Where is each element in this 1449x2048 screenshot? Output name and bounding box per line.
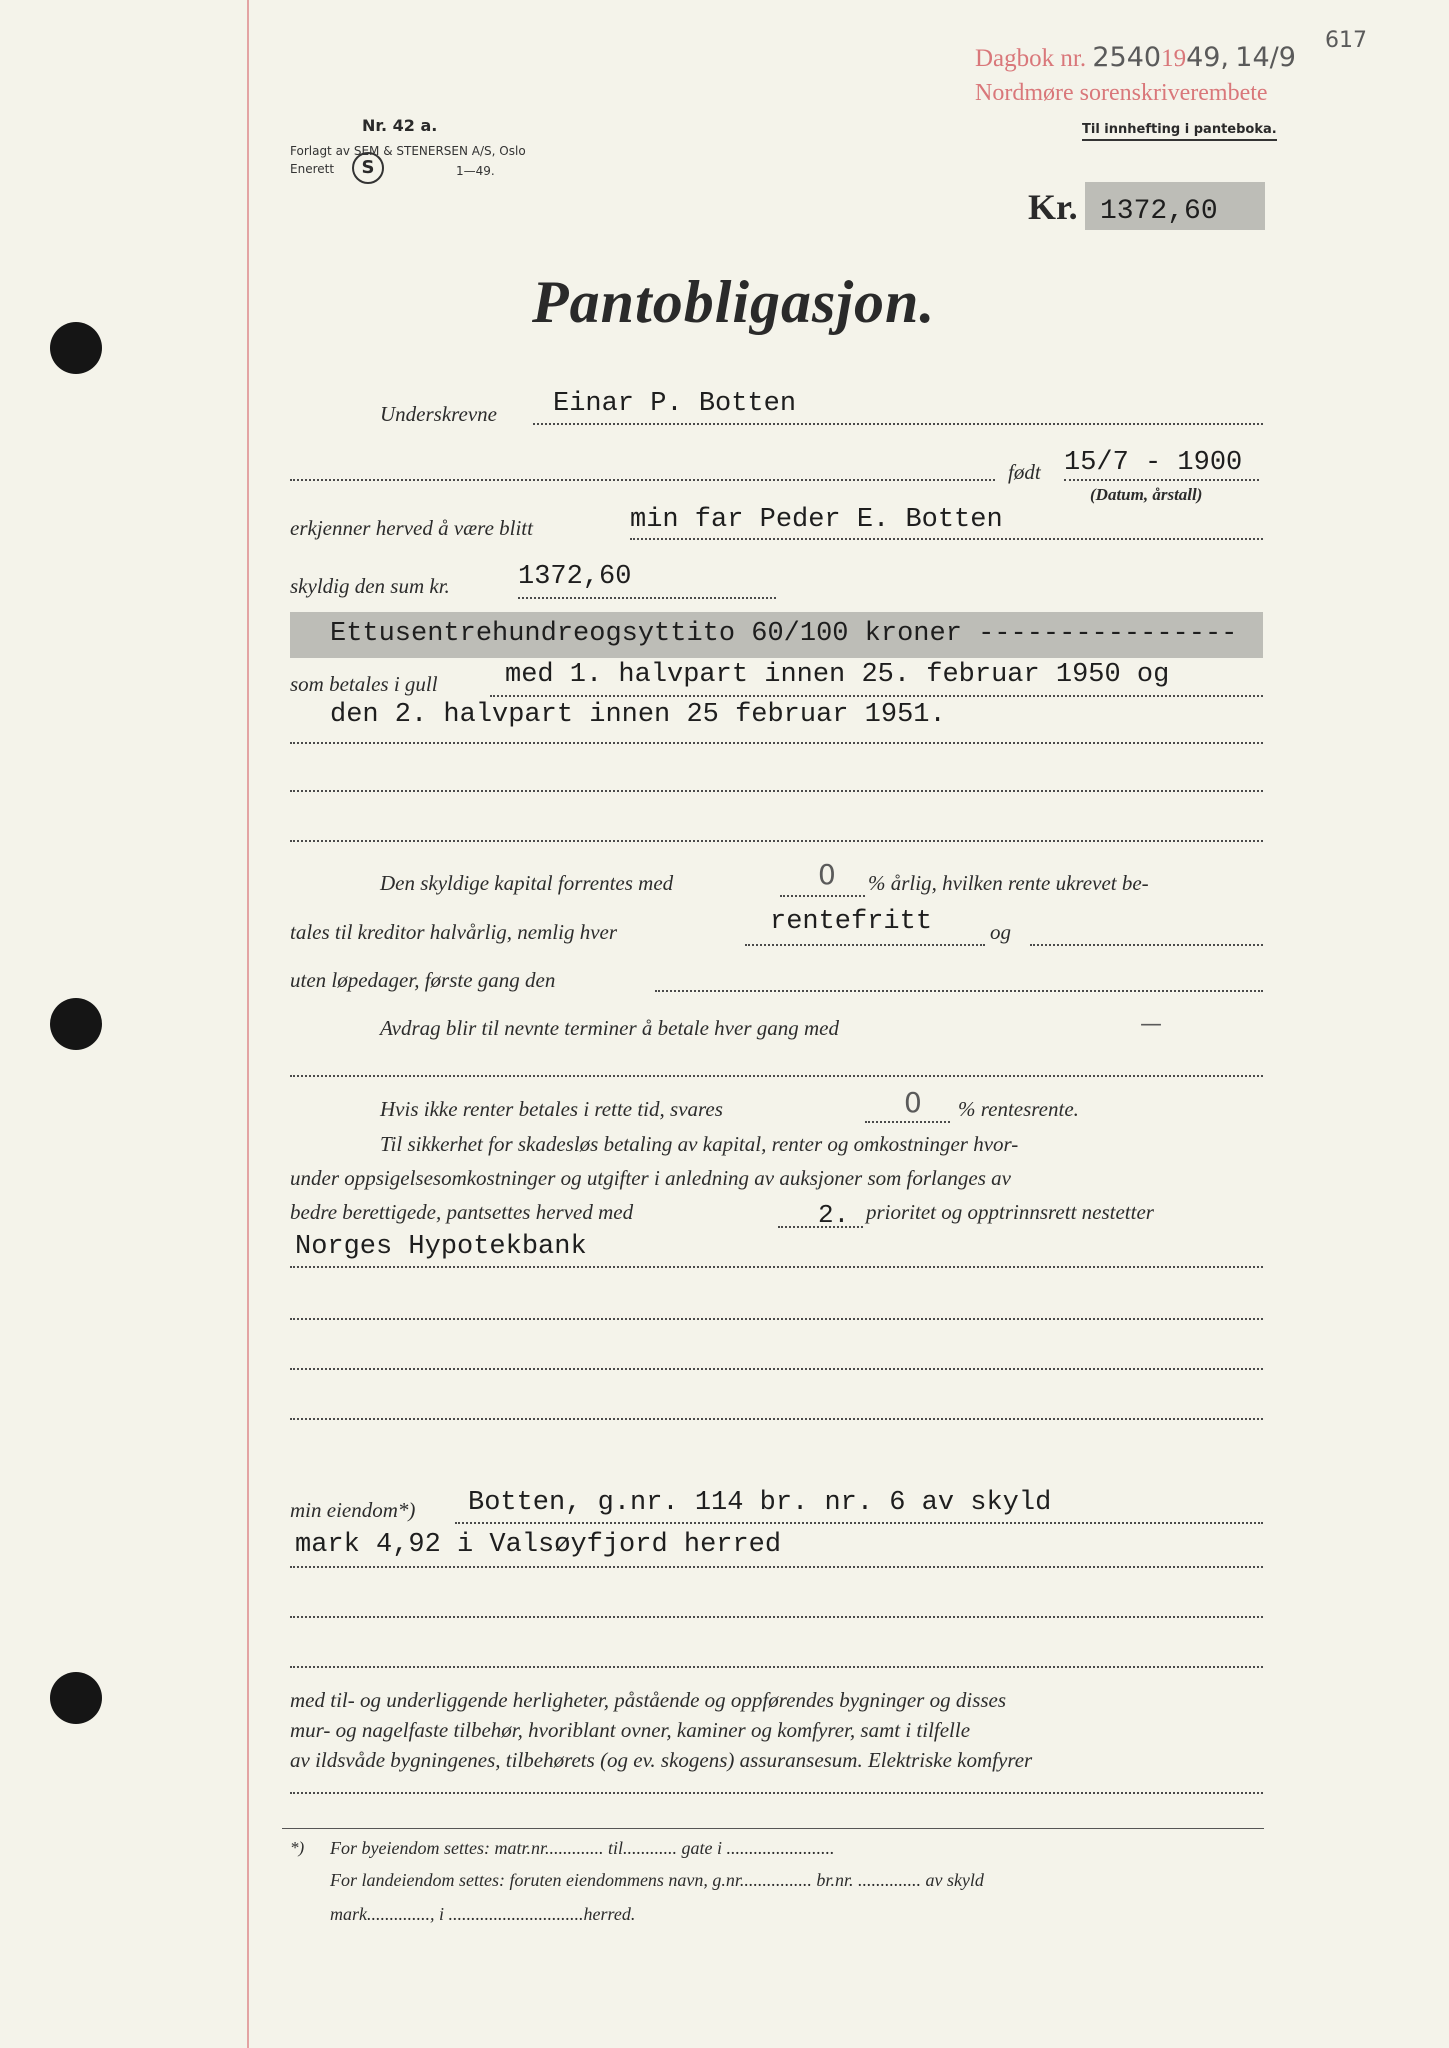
appurtenances-line-3: av ildsvåde bygningenes, tilbehørets (og ev. skogens) assuransesum. Elektriske komfyrer: [290, 1748, 1033, 1772]
property-line-1: Botten, g.nr. 114 br. nr. 6 av skyld: [468, 1488, 1052, 1518]
appurtenances-line-2: mur- og nagelfaste tilbehør, hvoriblant ovner, kaminer og komfyrer, samt i tilfelle: [290, 1718, 971, 1742]
dagbok-label: Dagbok nr.: [975, 45, 1087, 72]
dotted-line: [290, 1616, 1263, 1618]
dotted-line: [455, 1522, 1263, 1524]
dotted-line: [290, 790, 1263, 792]
security-line-3a: bedre berettigede, pantsettes herved med: [290, 1200, 634, 1224]
interest-text-3: uten løpedager, første gang den: [290, 968, 556, 992]
born-value: 15/7 - 1900: [1064, 448, 1243, 478]
footnote-line-1: For byeiendom settes: matr.nr............. til............ gate i ........................: [330, 1838, 835, 1858]
born-label: født: [1008, 460, 1041, 484]
form-copyright: Enerett: [290, 162, 335, 176]
registration-date: 14/9: [1235, 42, 1296, 73]
footnote-line-3: mark.............., i ..............................herred.: [330, 1904, 636, 1924]
office-stamp: Nordmøre sorenskriverembete: [975, 80, 1268, 106]
amount-value: 1372,60: [1100, 196, 1218, 227]
undersigned-label: Underskrevne: [380, 402, 498, 426]
dotted-line: [290, 479, 995, 481]
dotted-line: [290, 1666, 1263, 1668]
punch-hole-top: [50, 322, 102, 374]
dotted-line: [533, 423, 1263, 425]
interest-text-1b: % årlig, hvilken rente ukrevet be-: [868, 871, 1149, 895]
owes-label: skyldig den sum kr.: [290, 574, 450, 598]
dotted-line: [1064, 479, 1259, 481]
security-line-2: under oppsigelsesomkostninger og utgifter i anledning av auksjoner som forlanges av: [290, 1166, 1011, 1190]
punch-hole-bottom: [50, 1672, 102, 1724]
security-line-1: Til sikkerhet for skadesløs betaling av kapital, renter og omkostninger hvor-: [380, 1132, 1019, 1156]
dotted-line: [290, 1266, 1263, 1268]
page-title: Pantobligasjon.: [532, 269, 936, 335]
dotted-line: [865, 1121, 950, 1123]
dotted-line: [1030, 944, 1263, 946]
margin-rule: [247, 0, 249, 2048]
dotted-line: [655, 990, 1263, 992]
priority-value: 2.: [818, 1200, 850, 1230]
late-rate: 0: [904, 1086, 922, 1119]
year-suffix: 49,: [1186, 42, 1230, 73]
dotted-line: [290, 840, 1263, 842]
installment-text: Avdrag blir til nevnte terminer å betale hver gang med: [380, 1016, 839, 1040]
dotted-line: [290, 1418, 1263, 1420]
amount-currency-label: Kr.: [1028, 187, 1078, 227]
dotted-line: [290, 742, 1263, 744]
punch-hole-middle: [50, 998, 102, 1050]
dotted-line: [780, 895, 865, 897]
undersigned-value: Einar P. Botten: [553, 389, 797, 419]
form-publisher: Forlagt av SEM & STENERSEN A/S, Oslo: [290, 144, 526, 158]
dagbok-stamp: [975, 42, 1296, 73]
payment-line-2: den 2. halvpart innen 25 februar 1951.: [330, 700, 946, 730]
dotted-line: [290, 1075, 1263, 1077]
dotted-line: [290, 1792, 1263, 1794]
acknowledge-label: erkjenner herved å være blitt: [290, 516, 533, 540]
property-line-2: mark 4,92 i Valsøyfjord herred: [295, 1530, 782, 1560]
security-line-3b: prioritet og opptrinnsrett nestetter: [866, 1200, 1154, 1224]
interest-text-1a: Den skyldige kapital forrentes med: [380, 871, 674, 895]
footnote-marker: *): [290, 1838, 305, 1857]
dotted-line: [290, 1368, 1263, 1370]
acknowledge-value: min far Peder E. Botten: [630, 505, 1003, 535]
dotted-line: [518, 597, 776, 599]
born-hint: (Datum, årstall): [1090, 485, 1203, 504]
due-value: rentefritt: [770, 907, 933, 937]
form-edition: 1—49.: [456, 164, 495, 178]
footnote-rule: [282, 1828, 1264, 1829]
owes-value: 1372,60: [518, 562, 632, 592]
payment-line-1: med 1. halvpart innen 25. februar 1950 og: [505, 660, 1170, 690]
amount-in-words: Ettusentrehundreogsyttito 60/100 kroner ----------------: [330, 619, 1238, 649]
footnote-line-2: For landeiendom settes: foruten eiendommens navn, g.nr................ br.nr. .............. av skyld: [330, 1870, 984, 1890]
page-number-hand: 617: [1325, 28, 1367, 53]
interest-rate: 0: [818, 858, 836, 891]
tinglysing-note: Til innhefting i panteboka.: [1082, 122, 1277, 141]
dotted-line: [778, 1226, 863, 1228]
property-label: min eiendom*): [290, 1498, 416, 1522]
dotted-line: [630, 538, 1263, 540]
dotted-line: [290, 1318, 1263, 1320]
form-number: Nr. 42 a.: [362, 116, 438, 135]
dotted-line: [745, 944, 985, 946]
dotted-line: [490, 695, 1263, 697]
interest-text-2a: tales til kreditor halvårlig, nemlig hver: [290, 920, 618, 944]
dotted-line: [290, 1566, 1263, 1568]
appurtenances-line-1: med til- og underliggende herligheter, påstående og oppførendes bygninger og disses: [290, 1688, 1007, 1712]
publisher-logo: S: [352, 152, 384, 184]
late-text-a: Hvis ikke renter betales i rette tid, svares: [380, 1097, 723, 1121]
dagbok-number: 2540: [1092, 42, 1162, 73]
installment-value: —: [1140, 1012, 1162, 1037]
bank-value: Norges Hypotekbank: [295, 1232, 587, 1262]
late-text-b: % rentesrente.: [958, 1097, 1079, 1121]
payment-label: som betales i gull: [290, 672, 438, 696]
year-prefix: 19: [1161, 45, 1187, 72]
interest-text-2b: og: [990, 920, 1011, 944]
